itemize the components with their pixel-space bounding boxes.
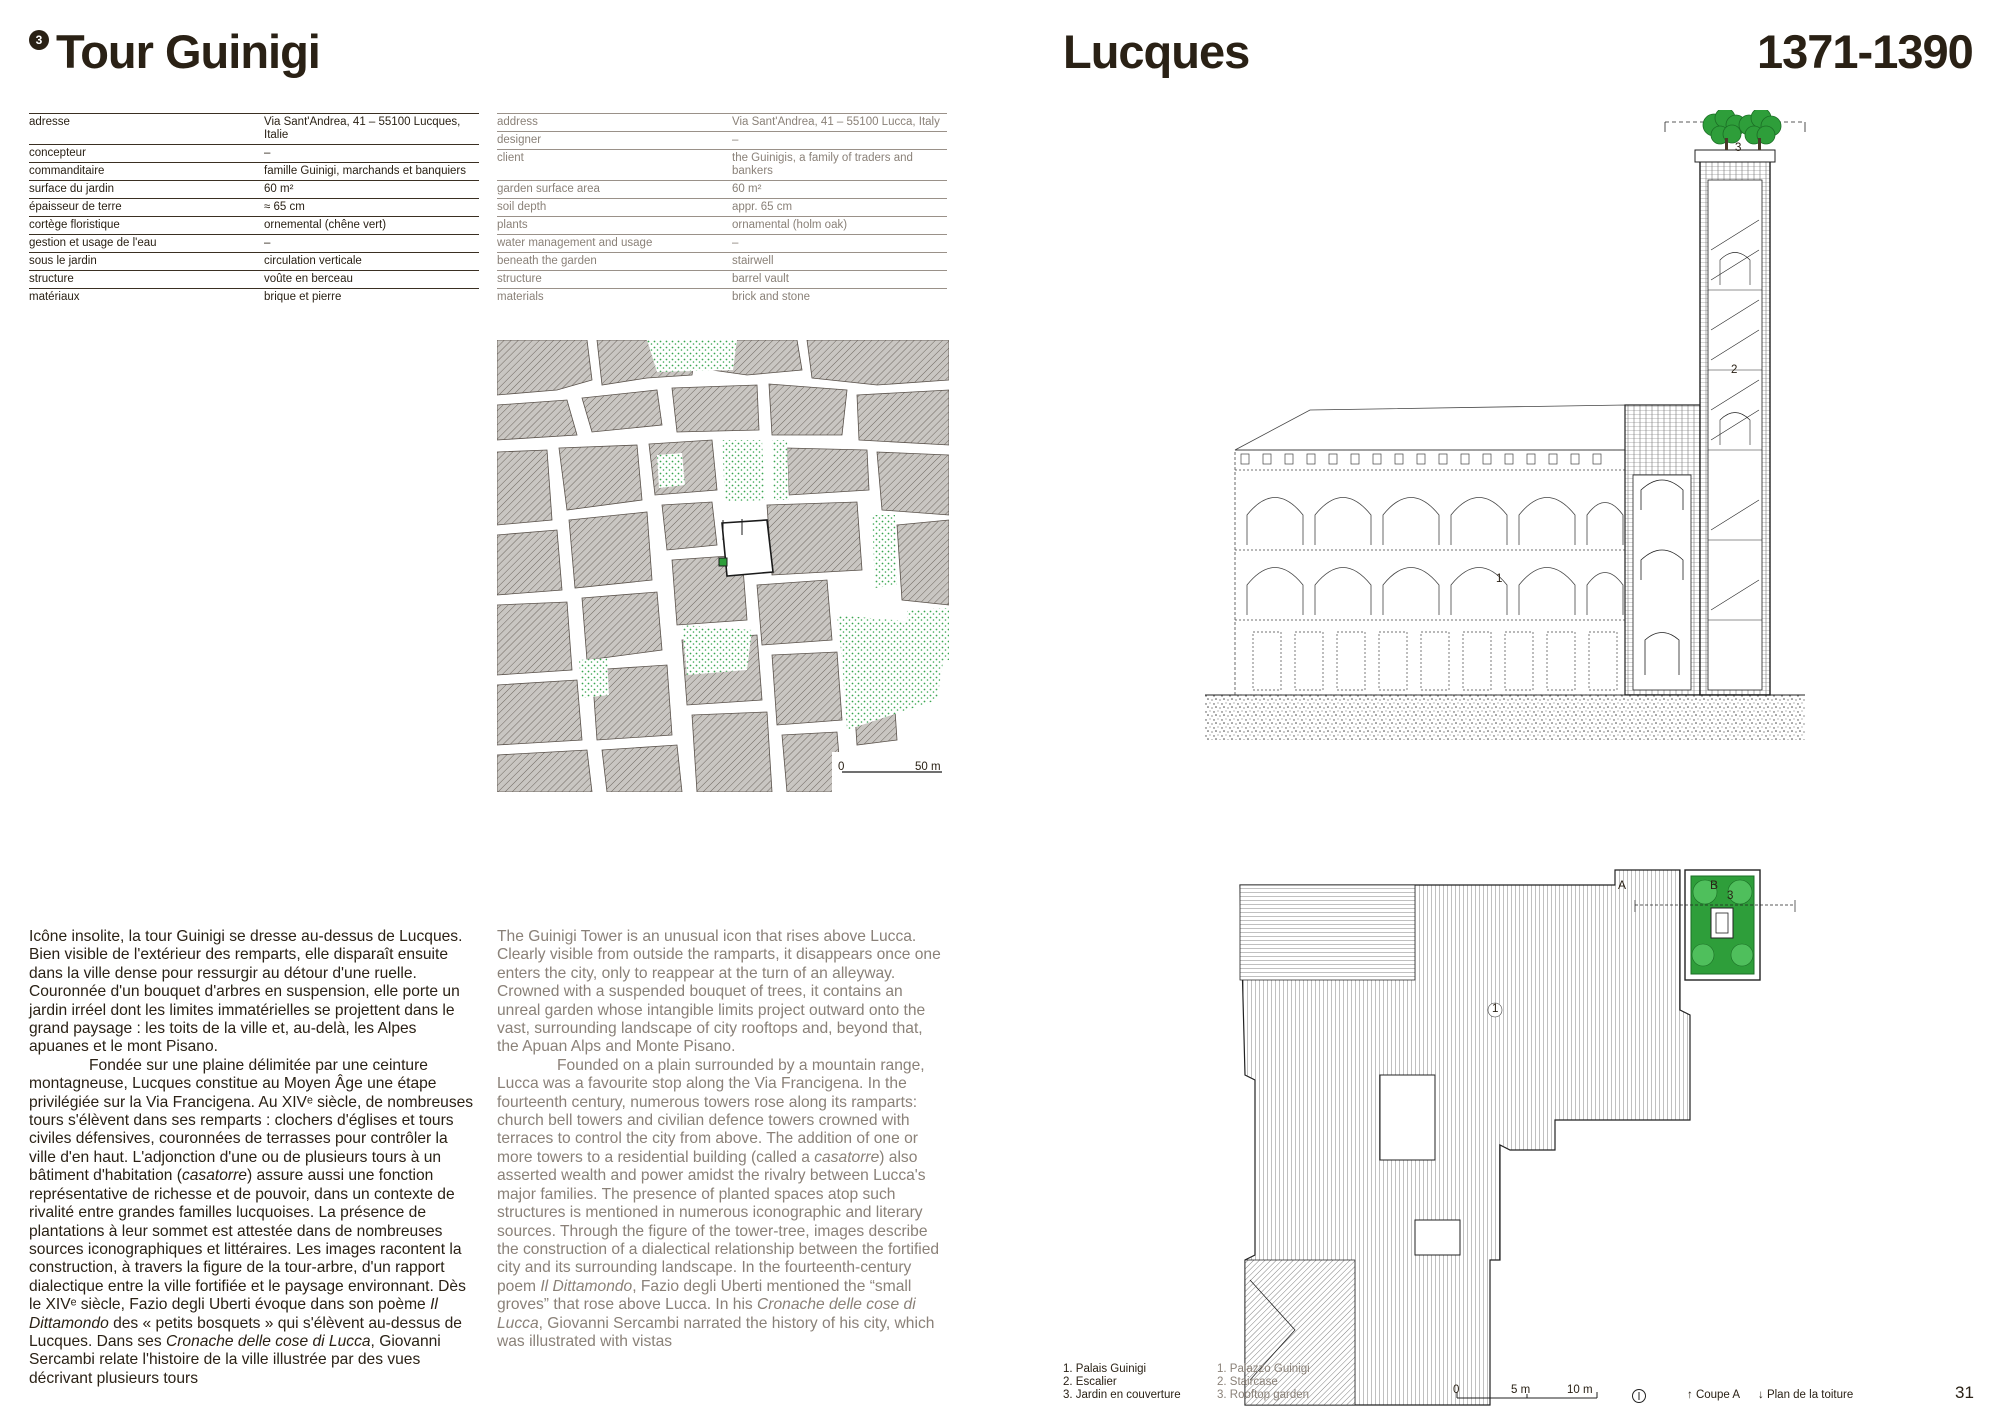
key-section: ↑ Coupe A [1687,1389,1741,1401]
info-key: beneath the garden [497,253,732,271]
info-key: sous le jardin [29,253,264,271]
map-scale-zero: 0 [838,761,845,773]
info-key: designer [497,132,732,150]
info-value: brique et pierre [264,289,479,307]
page-number: 31 [1955,1383,1974,1402]
section-elevation-drawing [1205,110,1815,740]
info-table-en [497,113,947,306]
info-value: Via Sant'Andrea, 41 – 55100 Lucques, Italie [264,114,479,145]
info-row [497,199,947,217]
info-key: matériaux [29,289,264,307]
page-title: Tour Guinigi [56,25,320,78]
info-value: – [732,132,947,150]
info-row [29,114,479,145]
info-value: brick and stone [732,289,947,307]
site-plan-map [497,340,949,792]
info-value: – [732,235,947,253]
info-key: structure [29,271,264,289]
legend-item: 2. Escalier [1063,1376,1117,1388]
info-row [29,235,479,253]
info-key: commanditaire [29,163,264,181]
plan-label-b: B [1710,878,1719,892]
info-key: structure [497,271,732,289]
info-value: Via Sant'Andrea, 41 – 55100 Lucca, Italy [732,114,947,132]
paragraph: Fondée sur une plaine délimitée par une ceinture montagneuse, Lucques constitue au Moyen Âge une étape privilégiée sur la Via Francigena. Au XIVᵉ siècle, de nombreuses tours s'élèvent dans ses remparts : clochers d'églises et tours civiles défensives, couronnées de terrasses pour contrôler la ville d'en haut. L'adjonction d'une ou de plusieurs tours à un bâtiment d'habitation (casatorre) assure aussi une fonction représentative de richesse et de pouvoir, dans un contexte de rivalité entre grandes familles lucquoises. La présence de plantations à leur sommet est attestée dans de nombreuses sources iconographiques et littéraires. Les images racontent la construction, à travers la figure de la tour-arbre, d'un rapport dialectique entre la ville fortifiée et le paysage environnant. Dès le XIVᵉ siècle, Fazio degli Uberti évoque dans son poème Il Dittamondo des « petits bosquets » qui s'élèvent au-dessus de Lucques. Dans ses Cronache delle cose di Lucca, Giovanni Sercambi relate l'histoire de la ville illustrée par des vues décrivant plusieurs tours [29,1056,474,1387]
legend-item: 1. Palais Guinigi [1063,1363,1147,1375]
city-title: Lucques [1063,25,1250,78]
info-row [497,271,947,289]
legend-item: 3. Rooftop garden [1217,1389,1310,1401]
body-text-en [497,928,945,1351]
legend-item: 1. Palazzo Guinigi [1217,1363,1310,1375]
info-row [497,114,947,132]
info-value: the Guinigis, a family of traders and bankers [732,150,947,181]
roof-plan-drawing [1235,860,1825,1410]
info-row [29,181,479,199]
info-value: stairwell [732,253,947,271]
info-key: adresse [29,114,264,145]
info-key: plants [497,217,732,235]
info-row [497,235,947,253]
info-row [497,217,947,235]
info-row [29,217,479,235]
date-range: 1371-1390 [1757,25,1973,78]
elevation-label-1: 1 [1496,573,1503,585]
paragraph: Icône insolite, la tour Guinigi se dresse au-dessus de Lucques. Bien visible de l'extérieur des remparts, elle disparaît ensuite dans la ville dense pour ressurgir au détour d'une ruelle. Couronnée d'un bouquet d'arbres en suspension, elle porte un jardin irréel dont les limites immatérielles se projettent dans le grand paysage : les toits de la ville et, au-delà, les Alpes apuanes et le mont Pisano. [29,928,463,1056]
info-value: ornamental (holm oak) [732,217,947,235]
info-row [497,289,947,307]
info-key: water management and usage [497,235,732,253]
north-arrow-icon [1631,1388,1647,1404]
paragraph: The Guinigi Tower is an unusual icon that rises above Lucca. Clearly visible from outside the ramparts, it disappears once one enters the city, only to reappear at the turn of an alleyway. Crowned with a suspended bouquet of trees, it contains an unreal garden whose intangible limits project outward onto the vast, surrounding landscape of city rooftops and, beyond that, the Apuan Alps and Monte Pisano. [497,928,941,1056]
info-value: circulation verticale [264,253,479,271]
info-value: ornemental (chêne vert) [264,217,479,235]
info-row [497,132,947,150]
info-row [29,271,479,289]
info-value: barrel vault [732,271,947,289]
elevation-label-3: 3 [1735,142,1742,154]
scale-zero: 0 [1453,1384,1460,1396]
elevation-label-2: 2 [1731,364,1738,376]
info-key: concepteur [29,145,264,163]
info-value: famille Guinigi, marchands et banquiers [264,163,479,181]
plan-label-a: A [1618,878,1627,892]
info-row [29,289,479,307]
info-row [29,145,479,163]
info-row [497,150,947,181]
paragraph: Founded on a plain surrounded by a mountain range, Lucca was a favourite stop along the Via Francigena. In the fourteenth century, numerous towers rose along its ramparts: church bell towers and civilian defence towers crowned with terraces to control the city from above. The addition of one or more towers to a residential building (called a casatorre) also asserted wealth and power amidst the rivalry between Lucca's major families. The presence of planted spaces atop such structures is mentioned in numerous iconographic and literary sources. Through the figure of the tower-tree, images describe the construction of a dialectical relationship between the fortified city and its surrounding landscape. In the fourteenth-century poem Il Dittamondo, Fazio degli Uberti mentioned the “small groves” that rose above Lucca. In his Cronache delle cose di Lucca, Giovanni Sercambi narrated the history of his city, which was illustrated with vistas [497,1056,940,1350]
map-scale-label: 50 m [915,761,941,773]
info-key: cortège floristique [29,217,264,235]
info-value: – [264,145,479,163]
legend-item: 3. Jardin en couverture [1063,1389,1181,1401]
info-row [29,253,479,271]
plan-label-1: 1 [1492,1003,1499,1015]
info-value: 60 m² [732,181,947,199]
info-key: surface du jardin [29,181,264,199]
scale-five: 5 m [1511,1384,1531,1396]
key-roof-plan: ↓ Plan de la toiture [1758,1389,1854,1401]
info-value: appr. 65 cm [732,199,947,217]
body-text-fr [29,928,477,1388]
info-value: – [264,235,479,253]
info-key: gestion et usage de l'eau [29,235,264,253]
info-value: 60 m² [264,181,479,199]
info-key: épaisseur de terre [29,199,264,217]
plan-label-3: 3 [1727,890,1734,902]
info-value: voûte en berceau [264,271,479,289]
info-value: ≈ 65 cm [264,199,479,217]
info-table-fr [29,113,479,306]
info-key: materials [497,289,732,307]
info-key: garden surface area [497,181,732,199]
info-key: address [497,114,732,132]
legend-fr [1063,1363,1181,1402]
scale-ten: 10 m [1567,1384,1593,1396]
info-row [29,199,479,217]
legend-en [1217,1363,1310,1402]
info-key: soil depth [497,199,732,217]
legend-item: 2. Staircase [1217,1376,1278,1388]
info-row [29,163,479,181]
info-key: client [497,150,732,181]
entry-number-badge: 3 [29,30,49,50]
info-row [497,253,947,271]
info-row [497,181,947,199]
